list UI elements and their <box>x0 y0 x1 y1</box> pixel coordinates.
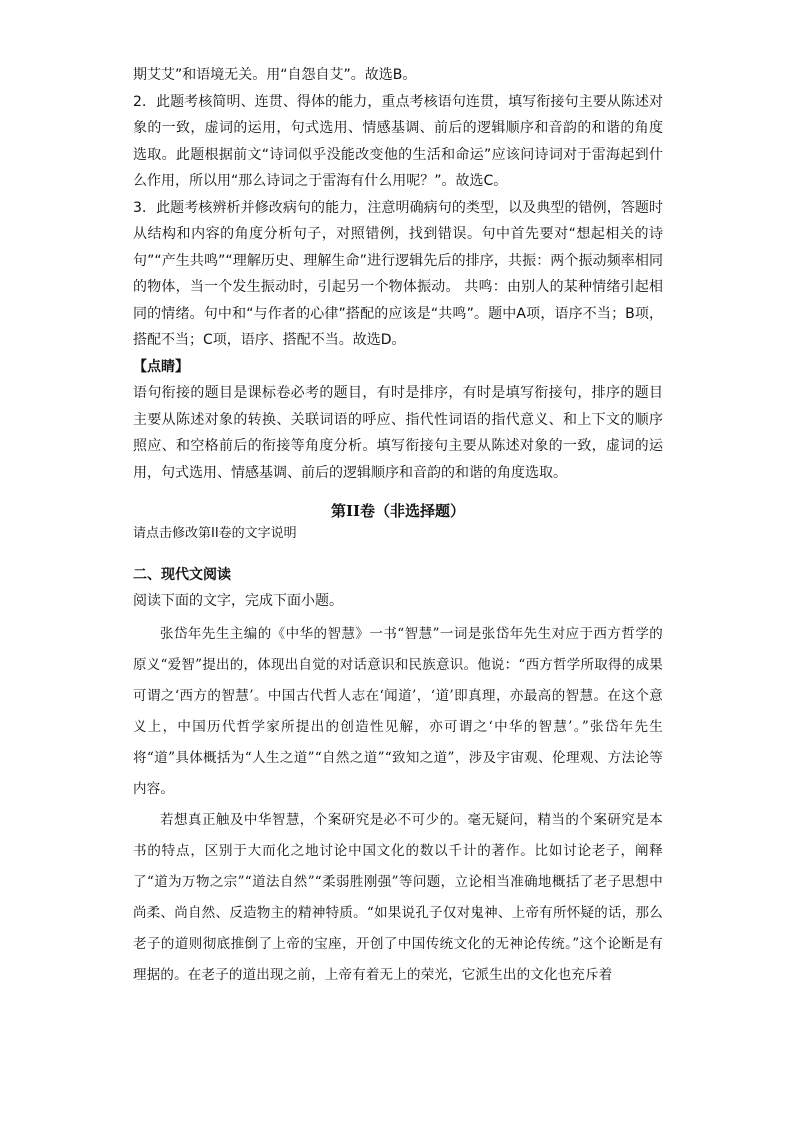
reading-intro: 阅读下面的文字，完成下面小题。 <box>133 593 343 609</box>
section-note[interactable]: 请点击修改第II卷的文字说明 <box>133 526 297 541</box>
document-page <box>133 62 663 991</box>
passage-paragraph-2: 若想真正触及中华智慧，个案研究是必不可少的。毫无疑问，精当的个案研究是本书的特点，区别于大而化之地讨论中国文化的数以千计的著作。比如讨论老子，阐释了“道为万物之宗”“道法自然”“柔弱胜刚强”等问题，立论相当准确地概括了老子思想中尚柔、尚自然、反造物主的精神特质。“如果说孔子仅对鬼神、上帝有所怀疑的话，那么老子的道则彻底推倒了上帝的宝座，开创了中国传统文化的无神论传统。”这个论断是有理据的。在老子的道出现之前，上帝有着无上的荣光，它派生出的文化也充斥着 <box>133 812 663 983</box>
dianjing-label: 【点睛】 <box>133 358 189 375</box>
passage-paragraph-1: 张岱年先生主编的《中华的智慧》一书“智慧”一词是张岱年先生对应于西方哲学的原义“爱智”提出的，体现出自觉的对话意识和民族意识。他说：“西方哲学所取得的成果可谓之‘西方的智慧’。中国古代哲人志在‘闻道’，‘道’即真理，亦最高的智慧。在这个意义上，中国历代哲学家所提出的创造性见解，亦可谓之‘中华的智慧’。”张岱年先生将“道”具体概括为“人生之道”“自然之道”“致知之道”，涉及宇宙观、伦理观、方法论等内容。 <box>133 626 663 797</box>
answer-paragraph-2: 2．此题考核简明、连贯、得体的能力，重点考核语句连贯，填写衔接句主要从陈述对象的一致，虚词的运用，句式选用、情感基调、前后的逻辑顺序和音韵的和谐的角度选取。此题根据前文“诗词似乎没能改变他的生活和命运”应该问诗词对于雷海起到什么作用，所以用“那么诗词之于雷海有什么用呢？”。故选C。 <box>133 93 663 189</box>
reading-heading: 二、现代文阅读 <box>133 567 231 583</box>
dianjing-text: 语句衔接的题目是课标卷必考的题目，有时是排序，有时是填写衔接句，排序的题目主要从陈述对象的转换、关联词语的呼应、指代性词语的指代意义、和上下文的顺序照应、和空格前后的衔接等角度分析。填写衔接句主要从陈述对象的一致，虚词的运用，句式选用、情感基调、前后的逻辑顺序和音韵的和谐的角度选取。 <box>133 385 663 481</box>
section-title: 第II卷（非选择题） <box>330 502 466 520</box>
answer-paragraph-1: 期艾艾”和语境无关。用“自怨自艾”。故选B。 <box>133 67 417 83</box>
answer-paragraph-3: 3．此题考核辨析并修改病句的能力，注意明确病句的类型，以及典型的错例，答题时从结构和内容的角度分析句子，对照错例，找到错误。句中首先要对“想起相关的诗句”“产生共鸣”“理解历史、理解生命”进行逻辑先后的排序，共振：两个振动频率相同的物体，当一个发生振动时，引起另一个物体振动。 共鸣：由别人的某种情绪引起相同的情绪。句中和“与作者的心律”搭配的应该是“共鸣”。题中A项，语序不当；B项，搭配不当；C项，语序、搭配不当。故选D。 <box>133 199 663 348</box>
